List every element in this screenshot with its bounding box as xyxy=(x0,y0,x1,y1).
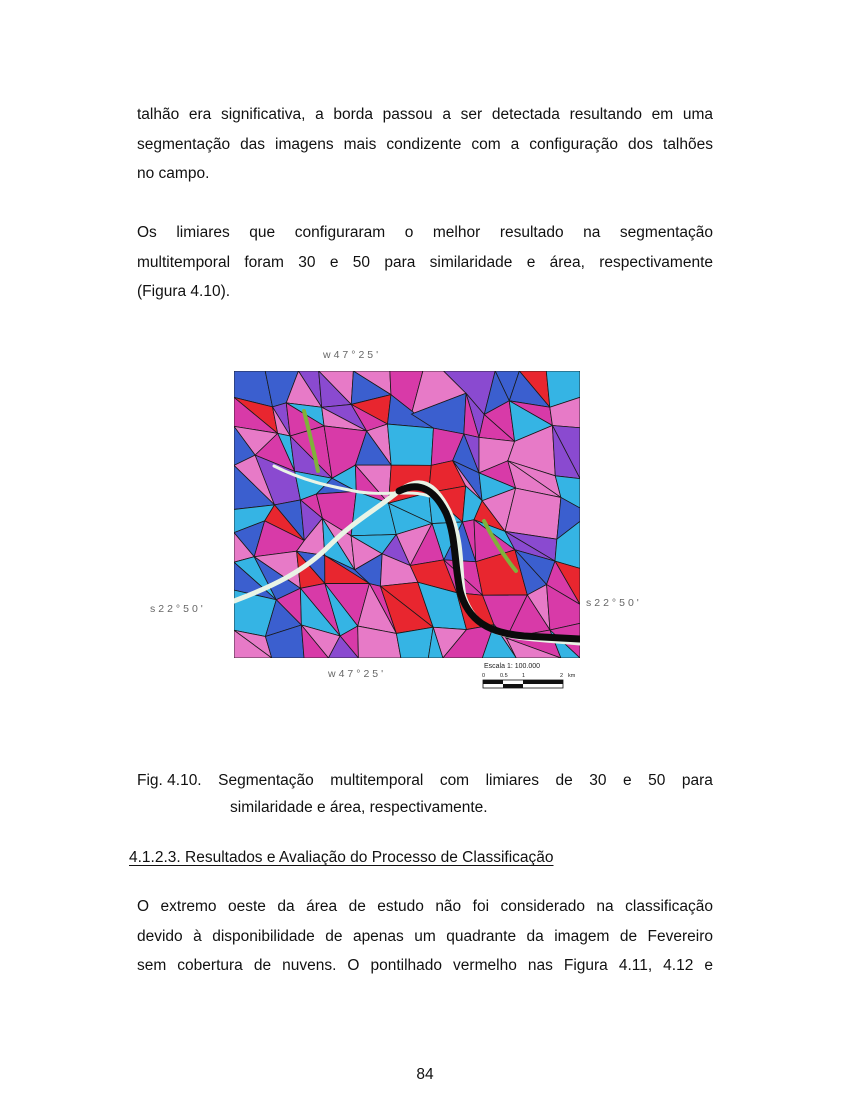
paragraph-3 xyxy=(137,892,713,981)
segmentation-map-image xyxy=(234,371,580,658)
coordinate-label-top: w47°25' xyxy=(323,349,382,361)
paragraph-1 xyxy=(137,100,713,189)
scale-tick-label: km xyxy=(568,673,576,679)
scale-tick-label: 0 xyxy=(482,673,486,679)
paragraph-line: devido à disponibilidade de apenas um quadrante da imagem de Fevereiro xyxy=(137,927,713,945)
paragraph-line: sem cobertura de nuvens. O pontilhado vermelho nas Figura 4.11, 4.12 e xyxy=(137,957,713,974)
coordinate-label-right: s22°50' xyxy=(586,597,642,609)
paragraph-line: segmentação das imagens mais condizente com a configuração dos talhões xyxy=(137,135,713,153)
section-heading: 4.1.2.3. Resultados e Avaliação do Processo de Classificação xyxy=(129,849,554,866)
scale-tick-label: 1 xyxy=(522,673,526,679)
figure-caption-line-2: similaridade e área, respectivamente. xyxy=(230,799,488,816)
paragraph-line: talhão era significativa, a borda passou a ser detectada resultando em uma xyxy=(137,106,713,123)
caption-label: Fig. 4.10. xyxy=(137,772,202,789)
scale-title: Escala 1: 100.000 xyxy=(484,663,541,670)
caption-word: Segmentação xyxy=(218,772,314,789)
scale-bar xyxy=(480,660,580,692)
caption-word: limiares xyxy=(485,772,540,789)
paragraph-line: Os limiares que configuraram o melhor resultado na segmentação xyxy=(137,224,713,241)
paragraph-2 xyxy=(137,218,713,307)
coordinate-label-left: s22°50' xyxy=(150,603,206,615)
caption-word: e xyxy=(623,772,632,789)
caption-word: 50 xyxy=(648,772,666,789)
map-segment xyxy=(505,488,561,539)
figure-caption-line-1 xyxy=(137,767,713,794)
caption-word: de xyxy=(555,772,573,789)
caption-word: para xyxy=(681,772,713,789)
scale-tick-label: 0.5 xyxy=(500,673,508,679)
caption-word: multitemporal xyxy=(330,772,424,789)
paragraph-line: (Figura 4.10). xyxy=(137,283,231,300)
coordinate-label-bottom: w47°25' xyxy=(328,668,387,680)
paragraph-line: O extremo oeste da área de estudo não foi considerado na classificação xyxy=(137,898,713,915)
scale-tick-label: 2 xyxy=(560,673,564,679)
caption-word: com xyxy=(439,772,470,789)
caption-word: 30 xyxy=(589,772,607,789)
map-segment xyxy=(387,424,433,465)
paragraph-line: multitemporal foram 30 e 50 para similaridade e área, respectivamente xyxy=(137,253,713,271)
paragraph-line: no campo. xyxy=(137,165,210,182)
page-number: 84 xyxy=(416,1066,434,1083)
